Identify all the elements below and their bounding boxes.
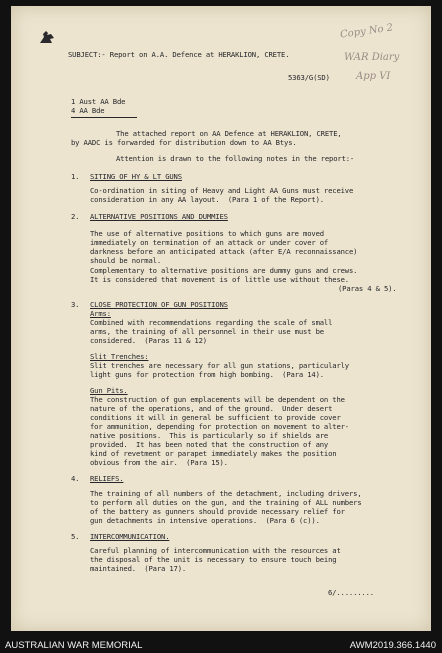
section-3-line: provided. It has been noted that the construction of any — [90, 440, 329, 449]
section-3-line: Combined with recommendations regarding the scale of small — [90, 318, 333, 327]
section-2-line: darkness before an anticipated attack (after E/A reconnaissance) — [90, 247, 358, 256]
section-2-line: Complementary to alternative positions are dummy guns and crews. — [90, 266, 358, 275]
section-3-line: The construction of gun emplacements will be dependent on the — [90, 395, 345, 404]
crest-emblem-icon — [38, 29, 56, 45]
section-3-line: arms, the training of all personnel in their use must be — [90, 327, 324, 336]
section-1-number: 1. — [71, 172, 80, 181]
section-2-heading: ALTERNATIVE POSITIONS AND DUMMIES — [90, 212, 228, 221]
section-3-line: kind of revetment or parapet immediately makes the position — [90, 449, 337, 458]
section-4-line: The training of all numbers of the detachment, including drivers, — [90, 489, 362, 498]
section-4-line: to perform all duties on the gun, and the training of ALL numbers — [90, 498, 362, 507]
section-5-line: Careful planning of intercommunication with the resources at — [90, 546, 341, 555]
section-3-number: 3. — [71, 300, 80, 309]
copy-no-annotation: Copy No 2 — [339, 22, 394, 41]
section-3-line: obvious from the air. (Para 15). — [90, 458, 228, 467]
section-1-heading: SITING OF HY & LT GUNS — [90, 172, 182, 181]
section-3-line: nature of the operations, and of the ground. Under desert — [90, 404, 333, 413]
section-2-number: 2. — [71, 212, 80, 221]
reference-number: 5363/G(SD) — [288, 73, 330, 82]
section-4-line: gun detachments in intensive operations. (Para 6 (c)). — [90, 516, 320, 525]
intro-line-2: by AADC is forwarded for distribution down to AA Btys. — [71, 138, 297, 147]
section-3-line: for ammunition, depending for protection on movement to alter- — [90, 422, 349, 431]
section-5-line: the disposal of the unit is necessary to ensure touch being — [90, 555, 337, 564]
section-3-line: light guns for protection from high bombing. (Para 14). — [90, 370, 324, 379]
section-3-line: native positions. This is particularly so if shields are — [90, 431, 329, 440]
section-5-heading: INTERCOMMUNICATION. — [90, 532, 170, 541]
section-1-line: consideration in any AA layout. (Para 1 of the Report). — [90, 195, 324, 204]
addressee-2: 4 AA Bde — [71, 106, 105, 115]
section-3-line: Slit trenches are necessary for all gun stations, particularly — [90, 361, 349, 370]
section-3-line: conditions it will in general be sufficient to provide cover — [90, 413, 341, 422]
footer-accession-number: AWM2019.366.1440 — [349, 640, 436, 651]
section-3-subheading-slit-trenches: Slit Trenches: — [90, 352, 149, 361]
section-1-line: Co-ordination in siting of Heavy and Light AA Guns must receive — [90, 186, 354, 195]
section-4-line: of the battery as gunners should provide necessary relief for — [90, 507, 345, 516]
section-5-number: 5. — [71, 532, 80, 541]
section-3-subheading-gun-pits: Gun Pits. — [90, 386, 128, 395]
attention-line: Attention is drawn to the following notes in the report:- — [116, 154, 355, 163]
section-2-line: should be normal. — [90, 256, 162, 265]
section-2-line: It is considered that movement is of little use without these. — [90, 275, 349, 284]
intro-line-1: The attached report on AA Defence at HERAKLION, CRETE, — [116, 129, 342, 138]
section-2-line: immediately on termination of an attack or under cover of — [90, 238, 329, 247]
addressee-1: 1 Aust AA Bde — [71, 97, 126, 106]
next-page-marker: 6/......... — [328, 588, 374, 597]
archive-footer — [0, 636, 442, 653]
section-3-line: considered. (Paras 11 & 12) — [90, 336, 207, 345]
section-3-subheading-arms: Arms: — [90, 309, 111, 318]
appendix-annotation: App VI — [356, 71, 391, 82]
war-diary-annotation: WAR Diary — [344, 52, 400, 63]
section-4-number: 4. — [71, 474, 80, 483]
addressee-rule — [71, 117, 137, 118]
section-2-line: (Paras 4 & 5). — [338, 284, 397, 293]
section-2-line: The use of alternative positions to which guns are moved — [90, 229, 324, 238]
subject-line: SUBJECT:- Report on A.A. Defence at HERAKLION, CRETE. — [68, 50, 290, 59]
footer-institution: AUSTRALIAN WAR MEMORIAL — [5, 640, 143, 651]
section-3-heading: CLOSE PROTECTION OF GUN POSITIONS — [90, 300, 228, 309]
section-5-line: maintained. (Para 17). — [90, 564, 187, 573]
section-4-heading: RELIEFS. — [90, 474, 124, 483]
